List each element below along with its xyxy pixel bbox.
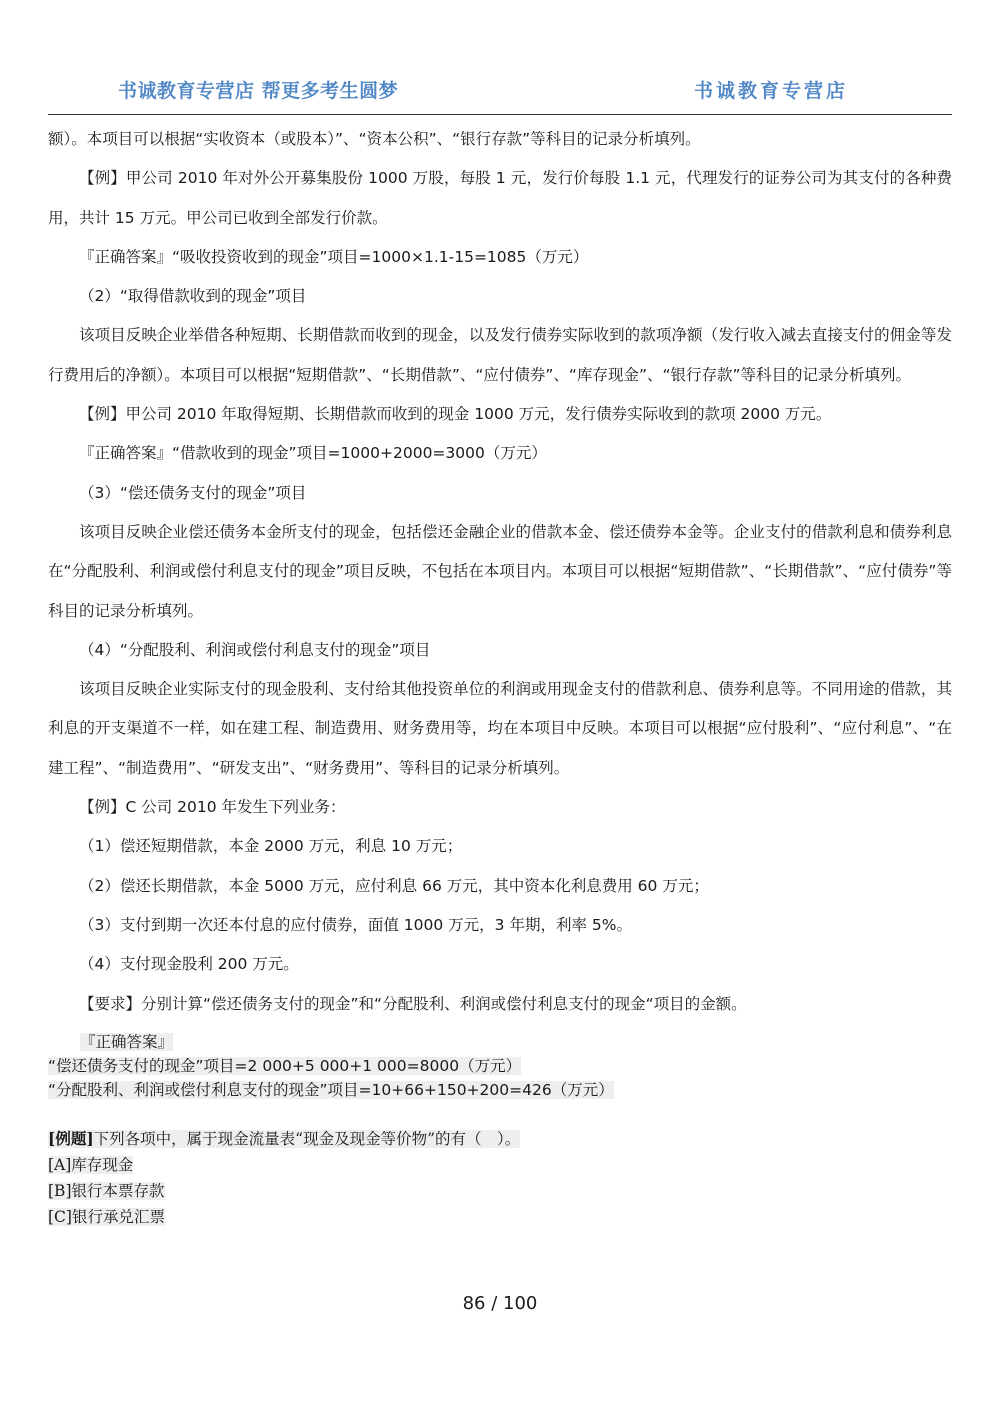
document-body <box>48 120 952 1230</box>
question-stem: 下列各项中，属于现金流量表“现金及现金等价物”的有（ ）。 <box>93 1129 521 1148</box>
answer-block <box>48 1030 952 1102</box>
answer-line: “偿还债务支付的现金”项目=2 000+5 000+1 000=8000（万元） <box>48 1056 522 1075</box>
paragraph: 【要求】分别计算“偿还债务支付的现金”和“分配股利、利润或偿付利息支付的现金“项目的金额。 <box>79 994 747 1013</box>
paragraph: （3）支付到期一次还本付息的应付债券，面值 1000 万元，3 年期，利率 5%。 <box>79 915 632 934</box>
question-option: [B]银行本票存款 <box>48 1181 165 1200</box>
paragraph: 该项目反映企业实际支付的现金股利、支付给其他投资单位的利润或用现金支付的借款利息、债券利息等。不同用途的借款，其利息的开支渠道不一样，如在建工程、制造费用、财务费用等，均在本项目中反映。本项目可以根据“应付股利”、“应付利息”、“在建工程”、“制造费用”、“研发支出”、“财务费用”、等科目的记录分析填列。 <box>48 680 952 777</box>
question-tag: [例题] <box>48 1128 94 1148</box>
answer-title: 『正确答案』 <box>80 1032 174 1051</box>
question-block <box>48 1126 952 1230</box>
page-number: 86 / 100 <box>462 1293 538 1314</box>
paragraph: 『正确答案』“借款收到的现金”项目=1000+2000=3000（万元） <box>79 444 547 463</box>
paragraph: 【例】甲公司 2010 年对外公开募集股份 1000 万股，每股 1 元，发行价每股 1.1 元，代理发行的证券公司为其支付的各种费用，共计 15 万元。甲公司已收到全部发行价款。 <box>48 169 952 227</box>
paragraph: （1）偿还短期借款，本金 2000 万元，利息 10 万元； <box>79 837 463 856</box>
paragraph: （3）“偿还债务支付的现金”项目 <box>79 483 307 502</box>
header-right-title: 书诚教育专营店 <box>693 80 848 102</box>
paragraph: 『正确答案』“吸收投资收到的现金”项目=1000×1.1-15=1085（万元） <box>79 247 589 266</box>
paragraph: 该项目反映企业举借各种短期、长期借款而收到的现金，以及发行债券实际收到的款项净额（发行收入减去直接支付的佣金等发行费用后的净额）。本项目可以根据“短期借款”、“长期借款”、“应付债券”、“库存现金”、“银行存款”等科目的记录分析填列。 <box>48 326 952 384</box>
paragraph: （4）支付现金股利 200 万元。 <box>79 955 299 974</box>
page-header <box>48 70 952 115</box>
paragraph: 额）。本项目可以根据“实收资本（或股本）”、“资本公积”、“银行存款”等科目的记录分析填列。 <box>48 130 701 148</box>
paragraph: 【例】C 公司 2010 年发生下列业务： <box>79 798 346 817</box>
header-left-title: 书诚教育专营店 帮更多考生圆梦 <box>118 80 399 102</box>
question-option: [A]库存现金 <box>48 1155 134 1174</box>
paragraph: （2）“取得借款收到的现金”项目 <box>79 287 307 306</box>
paragraph: 该项目反映企业偿还债务本金所支付的现金，包括偿还金融企业的借款本金、偿还债券本金等。企业支付的借款利息和债券利息在“分配股利、利润或偿付利息支付的现金”项目反映，不包括在本项目内。本项目可以根据“短期借款”、“长期借款”、“应付债券”等科目的记录分析填列。 <box>48 522 952 620</box>
paragraph: 【例】甲公司 2010 年取得短期、长期借款而收到的现金 1000 万元，发行债券实际收到的款项 2000 万元。 <box>79 405 832 424</box>
answer-line: “分配股利、利润或偿付利息支付的现金”项目=10+66+150+200=426（万元） <box>48 1080 614 1099</box>
question-option: [C]银行承兑汇票 <box>48 1207 165 1226</box>
paragraph: （4）“分配股利、利润或偿付利息支付的现金”项目 <box>79 640 431 659</box>
paragraph: （2）偿还长期借款，本金 5000 万元，应付利息 66 万元，其中资本化利息费用 60 万元； <box>79 876 709 895</box>
